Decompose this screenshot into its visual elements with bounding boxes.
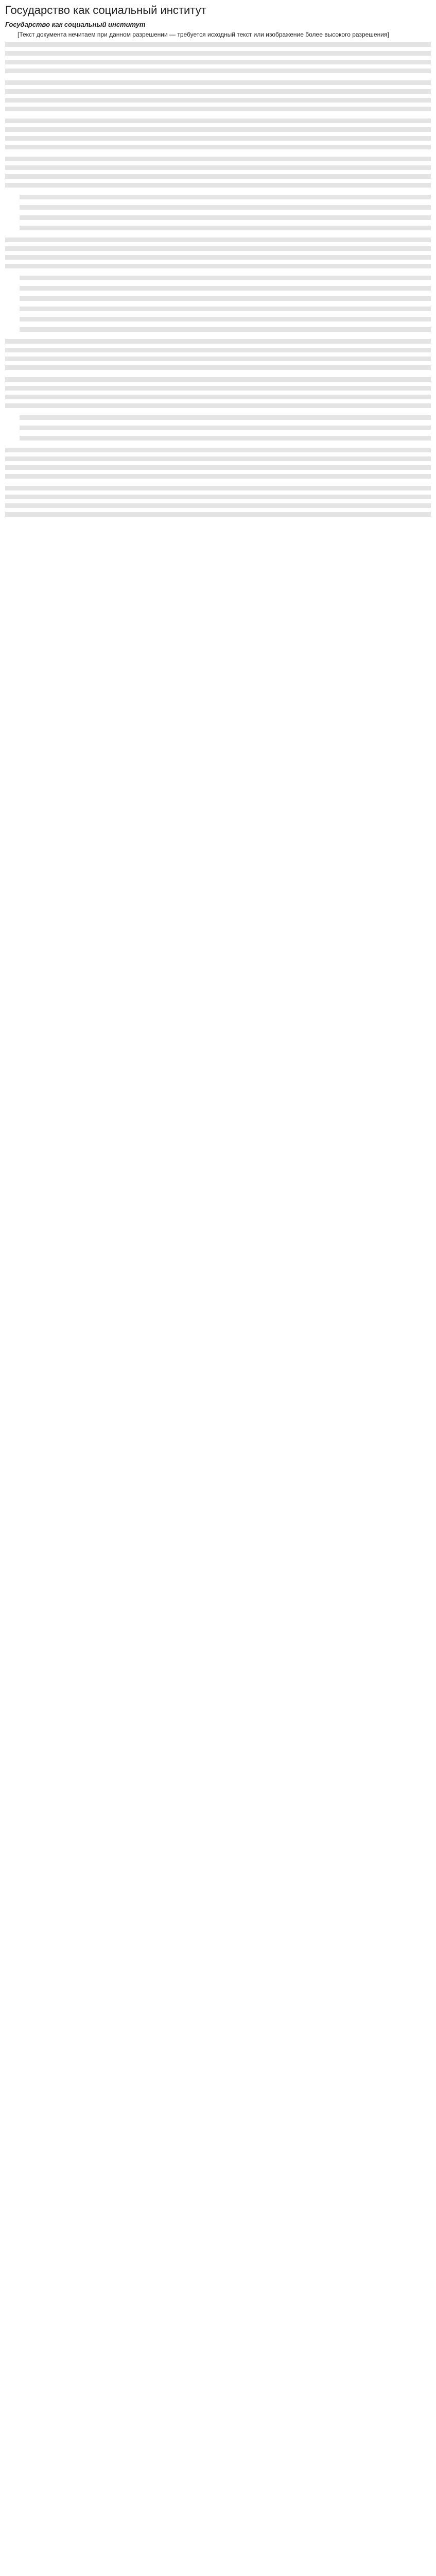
list-item <box>20 415 431 424</box>
paragraph <box>5 238 431 273</box>
list-item <box>20 276 431 284</box>
list-item <box>20 296 431 305</box>
numbered-list <box>5 415 431 445</box>
paragraph <box>5 42 431 77</box>
list-item <box>20 215 431 224</box>
paragraph <box>5 80 431 115</box>
paragraph <box>5 448 431 483</box>
list-item <box>20 226 431 234</box>
list-item <box>20 195 431 204</box>
numbered-list <box>5 276 431 336</box>
page-title: Государство как социальный институт <box>5 4 206 16</box>
numbered-list <box>5 195 431 234</box>
list-item <box>20 205 431 214</box>
list-item <box>20 327 431 336</box>
paragraph <box>5 157 431 192</box>
paragraph <box>5 118 431 154</box>
list-item <box>20 317 431 326</box>
paragraph <box>5 377 431 412</box>
list-item <box>20 436 431 445</box>
section-subtitle: Государство как социальный институт <box>5 21 146 28</box>
paragraph <box>5 339 431 374</box>
list-item <box>20 426 431 434</box>
paragraph <box>5 486 431 521</box>
list-item <box>20 286 431 295</box>
unreadable-notice: [Текст документа нечитаем при данном разрешении — требуется исходный текст или изображение более высокого разрешения] <box>18 31 389 38</box>
document-body <box>5 42 431 521</box>
list-item <box>20 307 431 315</box>
document-page <box>0 0 436 545</box>
